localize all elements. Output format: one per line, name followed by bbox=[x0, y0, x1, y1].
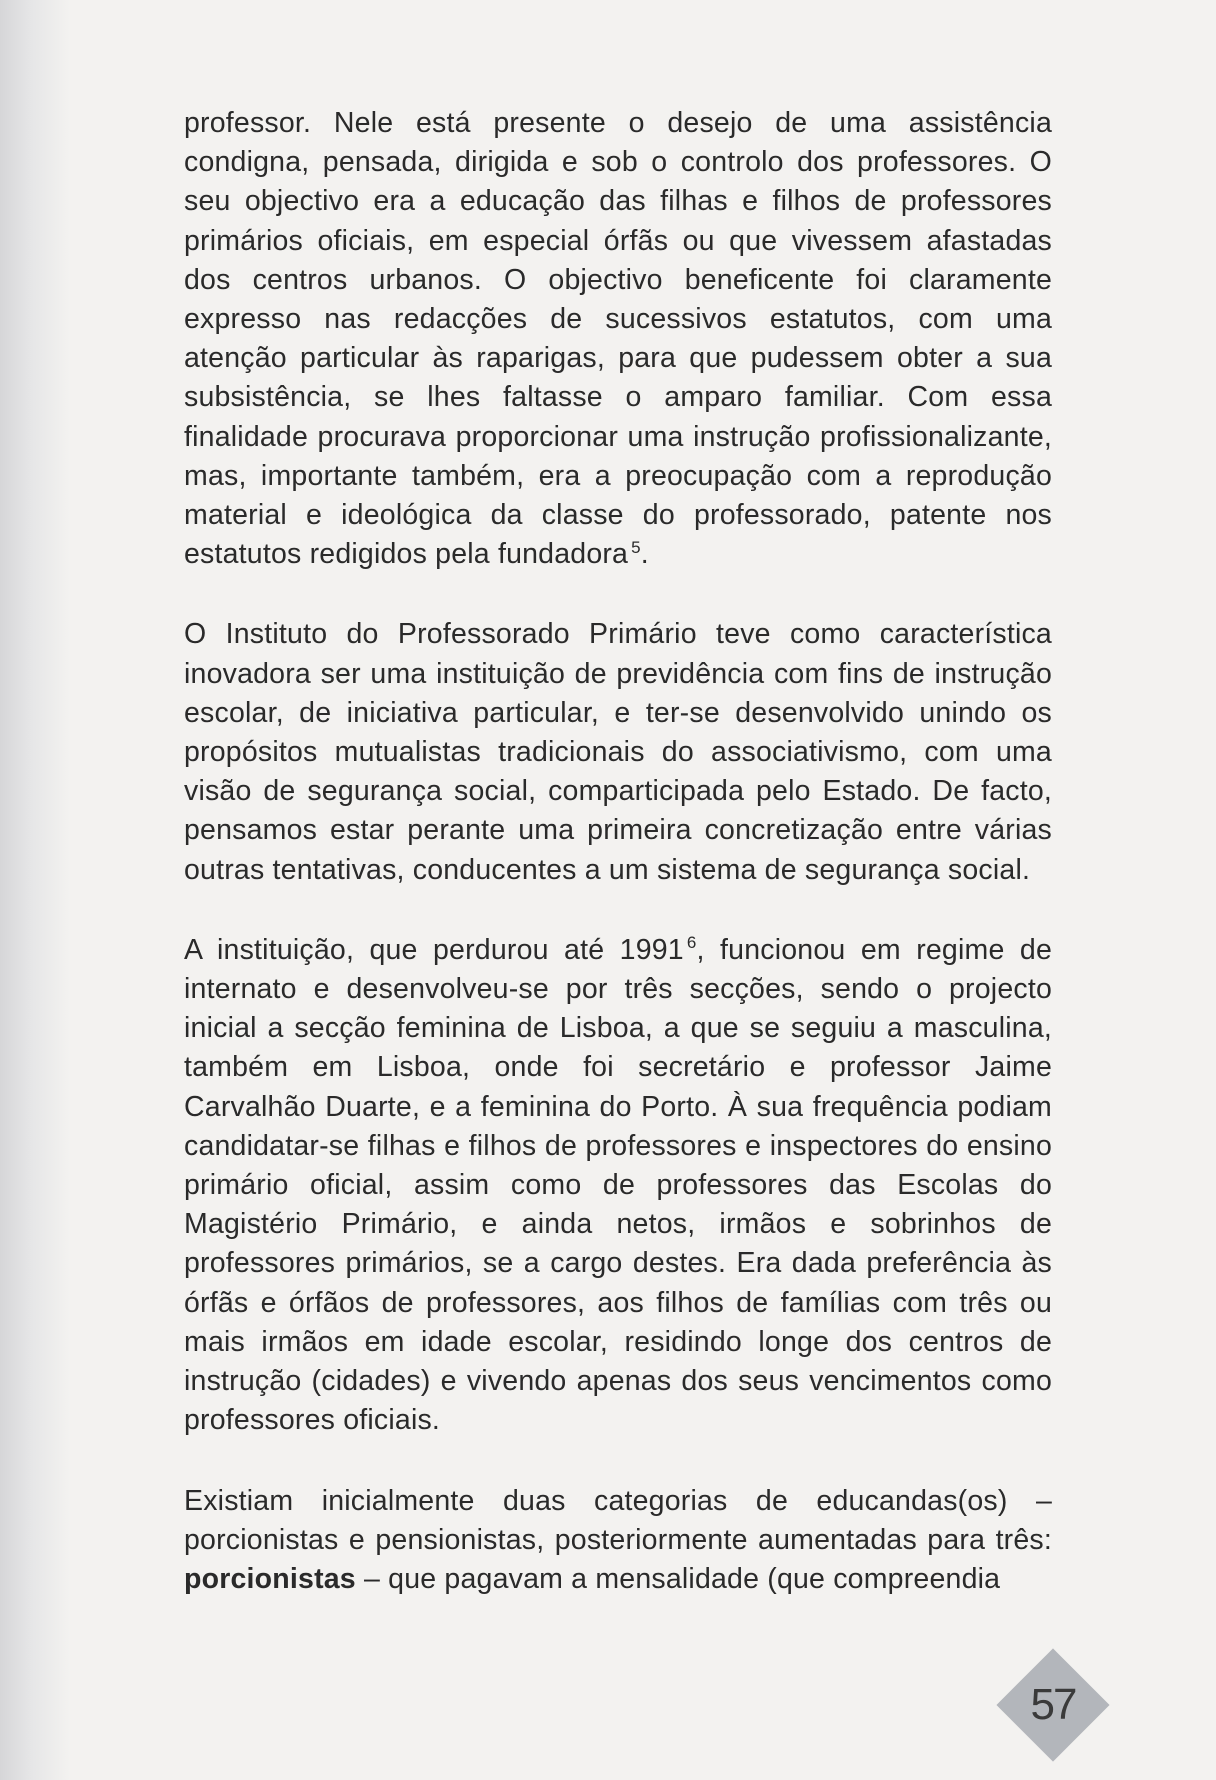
paragraph-1-tail: . bbox=[640, 538, 649, 571]
paragraph-4-text: – que pagavam a mensalidade (que compreendia bbox=[355, 1562, 1001, 1595]
paragraph-2-text: O Instituto do Professorado Primário teve como característica inovadora ser uma instituição de previdência com fins de instrução escolar, de iniciativa particular, e ter-se desenvolvido unindo os propósitos mutualistas tradicionais do associativismo, com uma visão de segurança social, comparticipada pelo Estado. De facto, pensamos estar perante uma primeira concretização entre várias outras tentativas, conducentes a um sistema de segurança social. bbox=[184, 618, 1052, 886]
paragraph-4 bbox=[184, 1482, 1052, 1600]
paragraph-1 bbox=[184, 104, 1052, 574]
page-number-badge bbox=[996, 1648, 1110, 1762]
page-spine-shadow bbox=[0, 0, 70, 1780]
footnote-ref-5[interactable]: 5 bbox=[631, 537, 641, 557]
paragraph-1-text: professor. Nele está presente o desejo de uma assistência condigna, pensada, dirigida e sob o controlo dos professores. O seu objectivo era a educação das filhas e filhos de professores primários oficiais, em especial órfãs ou que vivessem afastadas dos centros urbanos. O objectivo beneficente foi claramente expresso nas redacções de sucessivos estatutos, com uma atenção particular às raparigas, para que pudessem obter a sua subsistência, se lhes faltasse o amparo familiar. Com essa finalidade procurava proporcionar uma instrução profissionalizante, mas, importante também, era a preocupação com a reprodução material e ideológica da classe do professorado, patente nos estatutos redigidos pela fundadora bbox=[184, 107, 1052, 571]
footnote-ref-6[interactable]: 6 bbox=[686, 933, 697, 953]
paragraph-3 bbox=[184, 931, 1052, 1441]
paragraph-3-lead: A instituição, que perdurou até 1991 bbox=[184, 933, 684, 966]
term-porcionistas: porcionistas bbox=[184, 1562, 356, 1595]
page-body bbox=[184, 104, 1052, 1599]
paragraph-4-lead: Existiam inicialmente duas categorias de educandas(os) – porcionistas e pensionistas, posteriormente aumentadas para três: bbox=[184, 1484, 1052, 1556]
paragraph-2 bbox=[184, 615, 1052, 889]
paragraph-3-text: , funcionou em regime de internato e desenvolveu-se por três secções, sendo o projecto inicial a secção feminina de Lisboa, a que se seguiu a masculina, também em Lisboa, onde foi secretário e professor Jaime Carvalhão Duarte, e a feminina do Porto. À sua frequência podiam candidatar-se filhas e filhos de professores e inspectores do ensino primário oficial, assim como de professores das Escolas do Magistério Primário, e ainda netos, irmãos e sobrinhos de professores primários, se a cargo destes. Era dada preferência às órfãs e órfãos de professores, aos filhos de famílias com três ou mais irmãos em idade escolar, residindo longe dos centros de instrução (cidades) e vivendo apenas dos seus vencimentos como professores oficiais. bbox=[184, 933, 1052, 1437]
page-number: 57 bbox=[1030, 1680, 1076, 1729]
